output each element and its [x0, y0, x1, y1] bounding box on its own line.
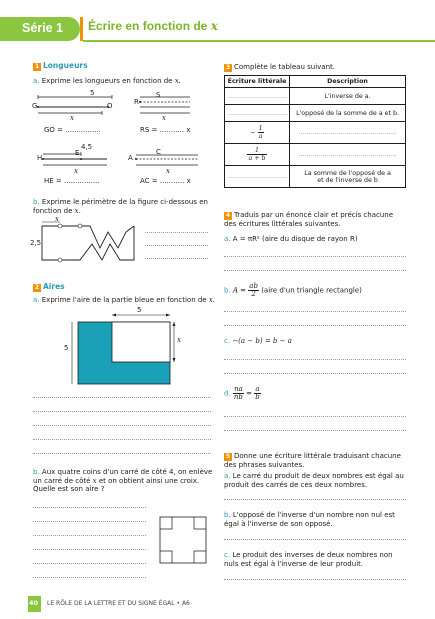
- ex4-d-fraction-2: [254, 386, 260, 401]
- ex4-a-answer-line-1[interactable]: [224, 256, 406, 257]
- ex2-a-var: x.: [208, 296, 216, 304]
- ex4-d: [224, 386, 261, 401]
- footer-text: LE RÔLE DE LA LETTRE ET DU SIGNE ÉGAL • A6: [47, 600, 190, 607]
- ex5-c: [224, 551, 410, 568]
- ex4-b-num: ab: [249, 282, 258, 290]
- ex3-row3-minus: −: [250, 129, 256, 137]
- ex4-d-answer-line-2[interactable]: [224, 430, 406, 431]
- ex4-b-text: (aire d'un triangle rectangle): [261, 286, 362, 295]
- ex2-b-answer-line-6[interactable]: [33, 577, 146, 578]
- ex3-title: Complète le tableau suivant.: [234, 63, 335, 71]
- ex5-a-text-1: Le carré du produit de deux nombres est égal au: [232, 472, 404, 480]
- ex5-b-answer-line[interactable]: [224, 539, 406, 540]
- ex1-a-var: x.: [174, 77, 181, 85]
- ex4-b-prefix: A =: [232, 286, 247, 295]
- footer-page-number: 40: [29, 599, 39, 607]
- ex3-row1-right: [290, 88, 406, 105]
- ex5-title-1: Donne une écriture littérale traduisant chacune: [234, 452, 401, 460]
- ex2-a-question: [33, 296, 215, 305]
- fig2-point-r: R: [134, 98, 139, 106]
- ex2-b-question: [33, 468, 215, 494]
- ex5-a-label: a.: [224, 472, 231, 480]
- ex5-title-2: des phrases suivantes.: [224, 461, 305, 469]
- ex3-row4-right[interactable]: .................................................: [290, 144, 406, 166]
- ex3-table: [224, 75, 406, 188]
- fig3-point-e: E: [75, 149, 80, 157]
- ex2-b-answer-line-2[interactable]: [33, 521, 146, 522]
- ex4-a-label: a.: [224, 235, 231, 243]
- table-row: [225, 88, 406, 105]
- ex4-number: 4: [225, 212, 231, 219]
- table-row: [225, 166, 406, 188]
- ex4-b-answer-line-1[interactable]: [224, 311, 406, 312]
- ex1-heading: [33, 61, 88, 71]
- page-title-text: Écrire en fonction de: [88, 19, 208, 33]
- header-rule: [83, 40, 435, 42]
- ex4-a-answer-line-2[interactable]: [224, 270, 406, 271]
- ex3-row3-right[interactable]: .................................................: [290, 122, 406, 144]
- fig1-point-g: G: [32, 102, 38, 110]
- ex4-d-den2: b: [255, 393, 260, 401]
- ex4-b-label: b.: [224, 286, 231, 295]
- ex3-table-header-row: [225, 76, 406, 88]
- ex3-row4-num: 1: [247, 147, 266, 155]
- ex1-number: 1: [34, 63, 40, 70]
- ex3-row1-right-text: L'inverse de a.: [324, 92, 371, 100]
- ex2-b-answer-line-1[interactable]: [33, 507, 146, 508]
- fig2-bottom-label: x: [162, 114, 166, 122]
- ex4-c-label: c.: [224, 337, 231, 345]
- ex2-a-answer-line-1[interactable]: [33, 397, 211, 398]
- ex3-row4-left: [225, 144, 290, 166]
- ex1-b-question: [33, 198, 213, 215]
- fig4-point-a: A: [128, 154, 133, 162]
- fig3-point-h: H: [37, 154, 43, 162]
- ex3-number: 3: [225, 64, 231, 71]
- ex2-a-text: Exprime l'aire de la partie bleue en fonction de: [41, 296, 207, 304]
- ex4-a: [224, 235, 358, 244]
- ex1-b-answer-line-3[interactable]: [145, 258, 208, 259]
- ex2-a-answer-line-2[interactable]: [33, 411, 211, 412]
- fig3-answer: HE = ................: [44, 177, 100, 185]
- ex3-row2-right: L'opposé de la somme de a et b.: [290, 105, 406, 122]
- fig4-point-c: C: [156, 148, 161, 156]
- ex5-heading: [224, 452, 410, 470]
- ex4-b-fraction: [248, 283, 259, 298]
- ex4-c-answer-line-2[interactable]: [224, 373, 406, 374]
- ex5-a-answer-line[interactable]: [224, 499, 406, 500]
- ex2-figure-left: 5: [64, 344, 69, 352]
- ex3-row4-fraction: [247, 147, 266, 162]
- ex2-b-label: b.: [33, 468, 40, 476]
- table-row: [225, 144, 406, 166]
- fig1-answer: GO = ................: [44, 126, 101, 134]
- ex1-title: Longueurs: [43, 61, 88, 70]
- ex5-number: 5: [225, 453, 231, 460]
- ex3-row5-right-1: La somme de l'opposé de a: [304, 169, 391, 177]
- ex5-b-text-1: L'opposé de l'inverse d'un nombre non nul est: [232, 511, 395, 519]
- ex3-row3-left: [225, 122, 290, 144]
- fig1-bottom-label: x: [70, 114, 74, 122]
- ex4-c-answer-line-1[interactable]: [224, 359, 406, 360]
- ex4-d-answer-line-1[interactable]: [224, 416, 406, 417]
- ex3-col-description: Description: [290, 76, 406, 88]
- ex2-a-answer-line-5[interactable]: [33, 453, 211, 454]
- ex2-a-answer-line-4[interactable]: [33, 439, 211, 440]
- ex4-c-text: −(a − b) = b − a: [232, 337, 292, 345]
- fig1-top-label: 5: [90, 89, 95, 97]
- ex3-row1-left[interactable]: ..............................: [225, 88, 290, 105]
- ex3-row4-den: a + b: [248, 155, 266, 162]
- ex2-b-text-2b: x: [92, 476, 97, 485]
- page-title-var: x: [210, 19, 218, 33]
- ex2-b-text-2c: et on obtient ainsi une croix.: [98, 476, 200, 485]
- ex3-row3-den: a: [258, 133, 263, 140]
- ex3-row5-left[interactable]: ..............................: [225, 166, 290, 188]
- ex5-b: [224, 511, 410, 528]
- ex3-row2-left[interactable]: ..............................: [225, 105, 290, 122]
- ex5-c-text-2: nuls est égal à l'inverse de leur produit.: [224, 559, 364, 568]
- ex4-b-den: 2: [251, 290, 256, 298]
- ex3-heading: [224, 63, 335, 72]
- table-row: [225, 122, 406, 144]
- ex2-b-answer-line-3[interactable]: [33, 535, 146, 536]
- ex3-row3-num: 1: [258, 125, 263, 132]
- ex3-col-ecriture: Écriture littérale: [225, 76, 290, 88]
- ex4-d-den1: nb: [233, 393, 243, 401]
- ex5-c-text-1: Le produit des inverses de deux nombres non: [232, 551, 393, 559]
- fig1-point-o: O: [107, 102, 113, 110]
- ex4-heading: [224, 211, 410, 229]
- ex5-b-label: b.: [224, 511, 231, 519]
- ex4-d-label: d.: [224, 389, 231, 398]
- ex4-d-num1: na: [234, 385, 243, 393]
- ex2-figure: [60, 308, 185, 388]
- ex1-b-figure: [30, 218, 140, 268]
- fig2-answer: RS = ........... x: [140, 126, 191, 134]
- ex4-d-equals: =: [246, 389, 253, 398]
- ex2-a-label: a.: [33, 296, 40, 304]
- ex2-a-answer-line-3[interactable]: [33, 425, 211, 426]
- fig4-bottom-label: x: [166, 167, 170, 175]
- ex2-b-answer-line-5[interactable]: [33, 563, 146, 564]
- table-row: [225, 105, 406, 122]
- header-serie: Série 1: [22, 21, 64, 35]
- ex4-d-fraction-1: [233, 386, 244, 401]
- ex1-b-label: b.: [33, 198, 40, 206]
- ex3-row5-right: [290, 166, 406, 188]
- ex4-b-answer-line-2[interactable]: [224, 325, 406, 326]
- ex1-b-text-1: Exprime le périmètre de la figure ci-dessous en: [41, 198, 208, 206]
- ex1-b-answer-line-2[interactable]: [145, 245, 208, 246]
- ex1-b-text-2: fonction de: [33, 206, 73, 215]
- ex2-title: Aires: [43, 282, 65, 291]
- ex2-b-cross-figure: [158, 515, 208, 567]
- fig3-bottom-label: x: [74, 167, 78, 175]
- ex5-c-label: c.: [224, 551, 231, 559]
- ex3-row5-right-2: et de l'inverse de b: [317, 176, 378, 184]
- ex5-a: [224, 472, 410, 489]
- fig3-top-label: 4,5: [81, 143, 93, 151]
- ex2-b-text-2a: un carré de côté: [33, 476, 91, 485]
- ex4-b: [224, 283, 362, 298]
- ex2-b-text-3: Quelle est son aire ?: [33, 485, 105, 494]
- ex4-c: [224, 337, 292, 345]
- ex1-b-var: x.: [74, 206, 81, 215]
- ex5-c-answer-line[interactable]: [224, 579, 406, 580]
- ex4-title-2: des écritures littérales suivantes.: [224, 220, 341, 228]
- ex5-b-text-2: égal à l'inverse de son opposé.: [224, 519, 333, 528]
- ex4-d-num2: a: [255, 385, 260, 393]
- ex4-title-1: Traduis par un énoncé clair et précis chacune: [234, 211, 394, 219]
- ex4-a-text: A = πR² (aire du disque de rayon R): [232, 235, 358, 243]
- fig4-answer: AC = ........... x: [140, 177, 191, 185]
- page-title: [88, 19, 218, 33]
- ex1-a-question: [33, 77, 181, 86]
- ex1-a-label: a.: [33, 77, 40, 85]
- ex1-a-text: Exprime les longueurs en fonction de: [41, 77, 173, 85]
- ex3-row3-fraction: [258, 125, 264, 140]
- ex1-b-figure-side: 2,5: [30, 239, 42, 247]
- ex5-a-text-2: produit des carrés de ces deux nombres.: [224, 480, 368, 489]
- ex2-number: 2: [34, 284, 40, 291]
- ex2-figure-top: 5: [137, 306, 142, 314]
- fig2-point-s: S: [156, 91, 161, 99]
- ex1-b-figure-x: x: [55, 215, 59, 223]
- ex2-figure-right: x: [177, 336, 181, 344]
- ex2-heading: [33, 282, 65, 292]
- ex2-b-answer-line-4[interactable]: [33, 549, 146, 550]
- header-separator: [80, 17, 83, 41]
- ex2-b-text-1: Aux quatre coins d'un carré de côté 4, on enlève: [41, 468, 213, 476]
- ex1-b-answer-line-1[interactable]: [145, 232, 208, 233]
